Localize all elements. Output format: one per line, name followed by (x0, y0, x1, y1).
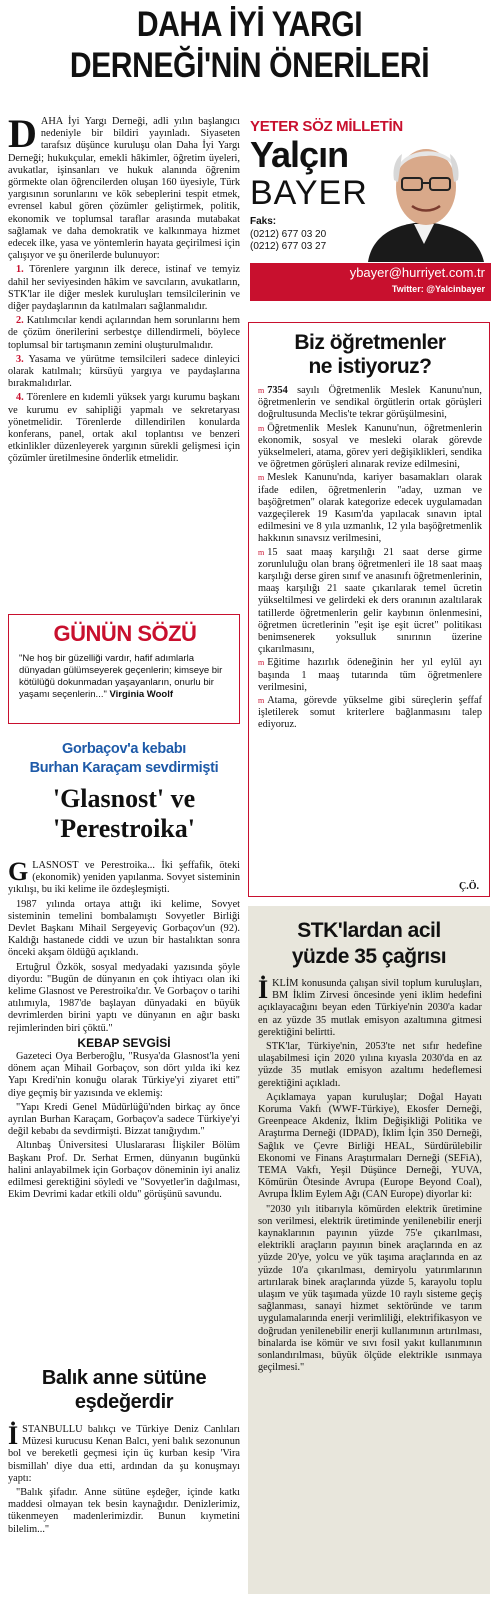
list-item: Öğretmenlik Meslek Kanunu'nun, öğretmenlerin ekonomik, sosyal ve mesleki olarak görevde yükselmeleri, atama, görev yeri değişiklikleri, sendika ve öğretmen görüşleri alınarak revize edilmesini, (258, 422, 482, 471)
paragraph: LASNOST ve Perestroika... İki şeffafik, öteki (ekonomik) yeniden yapılanma. Sovyet sisteminin yıkılışı, bu iki kelime ile özdeşleşmişti. (8, 860, 240, 896)
columnist-first-name: Yalçın (250, 134, 349, 175)
dropcap: D (8, 111, 37, 156)
paragraph: "Yapı Kredi Genel Müdürlüğü'nden birkaç ay önce ayrılan Burhan Karaçam, Gorbaçov'a sadece Türkiye'yi değil kebabı da sevdirmişti. Bizzat tanığıydım." (8, 1101, 240, 1138)
balik-article (8, 1421, 240, 1538)
paragraph: Ertuğrul Özkök, sosyal medyadaki yazısında şöyle diyordu: "Bugün de dünyanın en çok ihtiyacı olan iki kelime Glasnost ve Perestroika'dır. Ve Gorbaçov o tarihi atılımıyla, 1987'de başlayan dünyadaki en büyük devrimlerden birini yaptı ve dünyanın en ağır baskı rejimlerinden biri çöktü." (8, 961, 240, 1034)
dropcap: İ (258, 975, 269, 1004)
columnist-twitter[interactable]: Twitter: @Yalcinbayer (391, 284, 485, 294)
paragraph: "Balık şifadır. Anne sütüne eşdeğer, içinde katkı maddesi olmayan tek besin kaynağıdır. Denizlerimiz, tükenmeyen madenlerimizdir. Bunun kıymetini bilelim..." (8, 1487, 240, 1535)
intro-paragraph: AHA İyi Yargı Derneği, adli yılın başlangıcı nedeniyle bir bildiri yayınladı. Siyaseten tarafsız düşünce kuruluşu olan Daha İyi Yargı Derneği; hukukçular, emekli hâkimler, öğretim üyeleri, avukatlar, işinsanları ve hukuk alanında öğrenim görmekte olan öğrencilerden oluşan 160 üyesiyle, Türk yargısının sorunlarını ve kök sebeplerini tespit etmek, evrensel kabul gören çözümler geliştirmek, politik, ekonomik ve toplumsal taraflar arasında mutabakat sağlamak ve daha demokratik ve kalkınmaya hizmet edecek ilke, yasa ve yöntemlerin hayata geçirilmesi için çalışıyor ve şu önerilerde bulunuyor: (8, 116, 240, 262)
bullet-icon: m (258, 473, 265, 483)
quote-title: GÜNÜN SÖZÜ (53, 621, 197, 646)
author-initials: Ç.Ö. (459, 881, 479, 892)
paragraph: Altınbaş Üniversitesi Uluslararası İlişkiler Bölüm Başkanı Prof. Dr. Serhat Ermen, dünyanın bugünkü halini anlayabilmek için Gorbaçov döneminin iyi analiz edilmesi gerektiğini söyledi ve "Sovyetler'in dağılması, Ekim Devrimi kadar etkili oldu" görüşünü savundu. (8, 1140, 240, 1201)
columnist-portrait (358, 132, 491, 262)
fax-label: Faks: (250, 216, 277, 227)
quote-body: "Ne hoş bir güzelliği vardır, hafif adımlarla dünyadan gülümseyerek geçenlerin; kimseye bir kötülüğü dokunmadan yaşayanların, onurlu bir yaşamı seçenlerin..." (19, 653, 223, 700)
paragraph: KLİM konusunda çalışan sivil toplum kuruluşları, BM İklim Zirvesi öncesinde yeni iklim hedefini açıklayacağını beyan eden Türkiye'nin 2030'a kadar en az yüzde 35 mutlak emisyon azaltımına gitmesi gerektiğini belirtti. (258, 978, 482, 1038)
title-line: eşdeğerdir (74, 1391, 174, 1413)
paragraph: Açıklamaya yapan kuruluşlar; Doğal Hayatı Koruma Vakfı (WWF-Türkiye), Ekosfer Derneği, Greenpeace Akdeniz, İklim Değişikliği Politika ve Araştırma Derneği (IDPAD), İklim İçin 350 Derneği, Sağlık ve Çevre Birliği HEAL, Sürdürülebilir Ekonomi ve Finans Araştırmaları Derneği (SEFiA), TEMA Vakfı, Yeşil Düşünce Derneği, YUVA, Kömürün Ötesinde Avrupa (Europe Beyond Coal), Avrupa İklim Eylem Ağı (CAN Europe) diyorlar ki: (258, 1091, 482, 1201)
title-line: 'Glasnost' ve (52, 784, 196, 813)
dropcap: G (8, 857, 29, 886)
bullet-icon: m (258, 423, 265, 433)
dropcap: İ (8, 1421, 19, 1450)
title-line: 'Perestroika' (52, 814, 195, 843)
item-number: 3. (16, 353, 24, 365)
headline (35, 4, 464, 86)
contact-bar (250, 263, 491, 301)
gorbachev-title (8, 784, 240, 844)
paragraph: "2030 yılı itibarıyla kömürden elektrik üretimine son verilmesi, elektrik üretiminde yenilenebilir enerji kaynaklarının payının yüzde 75'e çıkarılması, elektrikli araçların payının binek araçlarında en az yüzde 20'ye, yolcu ve yük taşıma araçlarında en az yüzde 10'a çıkarılması, demiryolu yatırımlarının artırılarak binek araçlarında yüzde 5, karayolu toplu ulaşım ve yük taşımada yüzde 10 raylı sisteme geçiş sağlanması, sanayi hizmet sektöründe ve tarım uygulamalarında enerji verimliliği, elektrifikasyon ve doğrudan yenilenebilir enerji kullanımının artırılması, binalarda ise kömür ve sıvı fosil yakıt kullanımının sonlandırılması, büyük ölçüde elektrikle ısınmaya geçilmesi." (258, 1203, 482, 1374)
quote-box (8, 614, 240, 724)
list-item: 15 saat maaş karşılığı 21 saat derse girme zorunluluğu olan branş öğretmenleri ile 18 saat maaş karşılığı derse giren sınıf ve anasınıfı öğretmenlerinin, maaş karşılığı 21 saate çıkarılarak temel ücretin yükseltilmesi ve gelirdeki ek ders oranının azaltılarak tatillerde öğretmenlerin gelir kaybının önlenmesini, öğretmen ücretlerinin "eşit işe eşit ücret" politikası benimsenerek yoksulluk sınırının üzerine çıkarılmasını, (258, 546, 482, 656)
kicker-line: Burhan Karaçam sevdirmişti (29, 760, 219, 776)
gorbachev-kicker (8, 740, 240, 778)
bullet-icon: m (258, 547, 265, 557)
bullet-icon: m (258, 696, 265, 706)
title-line: STK'lardan acil (297, 919, 441, 942)
kicker-line: Gorbaçov'a kebabı (61, 741, 187, 757)
columnist-email[interactable]: ybayer@hurriyet.com.tr (349, 265, 485, 280)
item-text: Katılımcılar kendi açılarından hem sorunlarını hem de çözüm önerilerini serbestçe dillendirmeli, böylece toplumsal bir tartışmanın zemini oluşturulmalıdır. (8, 315, 241, 351)
stk-box (248, 906, 490, 1594)
fax-number: (0212) 677 03 27 (250, 241, 327, 252)
teachers-title-line-1: Biz öğretmenler (294, 331, 446, 354)
teachers-box (248, 322, 490, 897)
paragraph: 1987 yılında ortaya attığı iki kelime, Sovyet sisteminin temelini bombalamıştı Sovyetler Birliği Devlet Başkanı Mihail Sergeyeviç Gorbaçov'un (92). Kaldığı hastanede ciddi ve uzun bir hastalıktan sonra önceki akşam öldüğü açıklandı. (8, 898, 240, 959)
stk-article (258, 975, 482, 1377)
paragraph: STK'lar, Türkiye'nin, 2053'te net sıfır hedefine ulaşabilmesi için 2020 yılına kıyasla 2030'da en az yüzde 35 mutlak emisyon azaltımı hedeflemesi gerektiğini açıkladı. (258, 1041, 482, 1089)
title-line: yüzde 35 çağrısı (291, 945, 447, 968)
quote-author: Virginia Woolf (109, 689, 174, 700)
columnist-last-name: BAYER (250, 174, 368, 212)
balik-title (8, 1366, 240, 1414)
teachers-text (258, 385, 482, 733)
stk-title (248, 918, 490, 970)
list-item: Atama, görevde yükselme gibi süreçlerin şeffaf işletilerek somut kriterlere bağlanmasını talep ediyoruz. (258, 695, 482, 731)
bullet-icon: m (258, 386, 265, 395)
item-number: 4. (16, 392, 24, 404)
item-number: 2. (16, 315, 24, 327)
paragraph: Gazeteci Oya Berberoğlu, "Rusya'da Glasnost'la yeni dönem açan Mihail Gorbaçov, son dört yılda iki kez Yapı Kredi'nin konuğu olarak Türkiye'yi ziyaret etti" diye geçmiş bir yazısında ve eklemiş: (8, 1051, 240, 1099)
quote-text (19, 653, 233, 701)
yargi-article (8, 111, 241, 468)
teachers-title (249, 331, 491, 379)
headline-line-1: DAHA İYİ YARGI (136, 5, 363, 44)
list-item: Eğitime hazırlık ödeneğinin her yıl eylül ayı başında 1 maaş tutarında tüm öğretmenlere verilmesini, (258, 657, 482, 693)
headline-line-2: DERNEĞİ'NİN ÖNERİLERİ (69, 46, 430, 85)
subheading: KEBAP SEVGİSİ (77, 1035, 171, 1050)
item-text: Törenlere en kıdemli yüksek yargı kurumu başkanı ve kurumu ev sahipliği yapmalı ve sekretaryası yönetmelidir. Törenlerde dillendirilen konularda konferans, panel, ortak akıl toplantısı ve benzeri etkinlikler düzenleyerek yargının sürekli gelişmesi için çözümler üretilmesine önderlik etmelidir. (8, 392, 240, 465)
bullet-icon: m (258, 658, 265, 668)
item-text: Törenlere yargının ilk derece, istinaf ve temyiz dahil her seviyesinden hâkim ve savcıların, avukatların, STK'lar ile diğer meslek kuruluşları temsilcilerinin ve diğer paydaşlarının da katılmaları sağlanmalıdır. (8, 264, 241, 313)
item-lead: 7354 (267, 385, 288, 396)
list-item: Meslek Kanunu'nda, kariyer basamakları olarak ifade edilen, öğretmenlerin "aday, uzman ve başöğretmen" olarak kategorize edecek uygulamadan vazgeçilerek 19 Kasım'da yapılacak sınavın iptal edilmesini ve 8 yıla uzmanlık, 12 yıla başöğretmenlik hakkının sınavsız verilmesini, (258, 472, 482, 545)
list-item: sayılı Öğretmenlik Meslek Kanunu'nun, öğretmenlerin ve sendikal örgütlerin ortak görüşleri doğrultusunda Meclis'te tekrar görüşülmesini, (258, 385, 482, 421)
item-text: Yasama ve yürütme temsilcileri sadece dinleyici olarak katılmalı; kürsüyü yargıya ve paydaşlarına bırakmalıdırlar. (8, 353, 240, 390)
fax-number: (0212) 677 03 20 (250, 229, 327, 240)
columnist-header (250, 118, 491, 323)
column-kicker: YETER SÖZ MİLLETİN (250, 118, 403, 135)
teachers-title-line-2: ne istiyoruz? (308, 355, 432, 378)
gorbachev-article (8, 857, 240, 1203)
paragraph: STANBULLU balıkçı ve Türkiye Deniz Canlıları Müzesi kurucusu Kenan Balcı, yeni balık sezonunun bol ve bereketli geçmesi için üç kurban kesip 'Vira bismillah' diye dua etti, ardından da şu konuşmayı yaptı: (8, 1424, 240, 1484)
item-number: 1. (16, 264, 24, 276)
title-line: Balık anne sütüne (41, 1367, 207, 1389)
